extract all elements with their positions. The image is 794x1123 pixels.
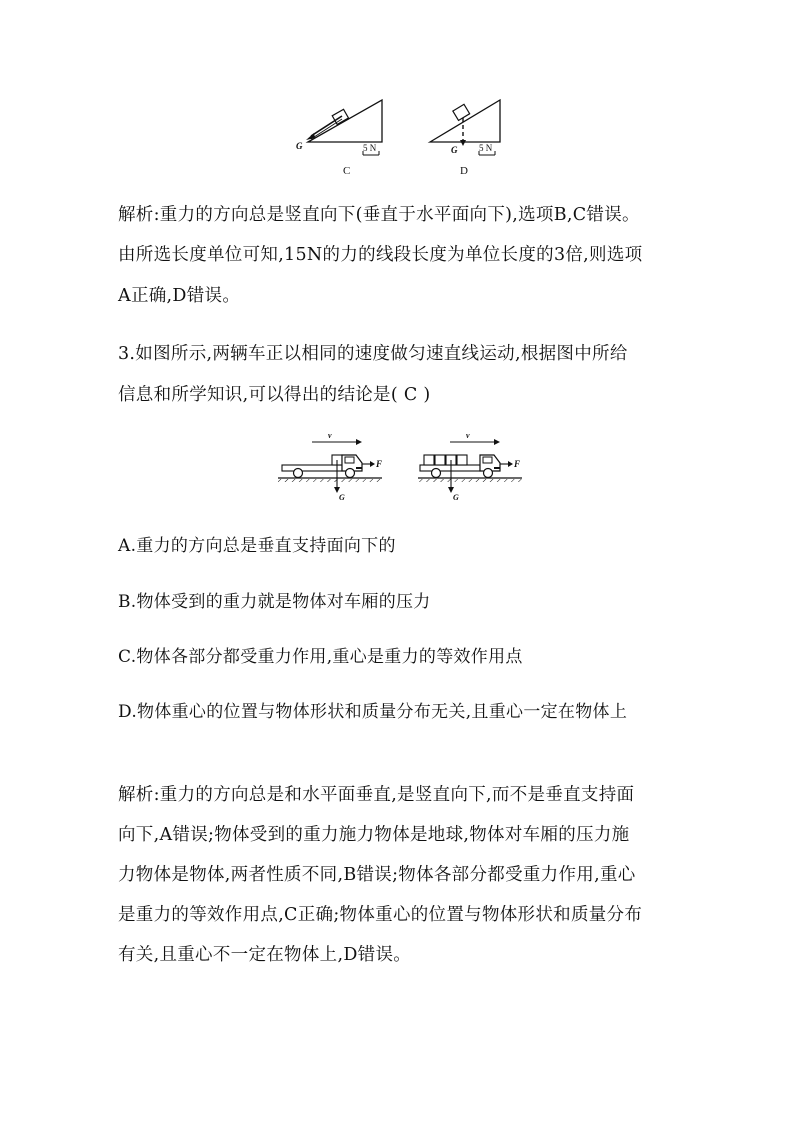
cargo-box xyxy=(435,455,445,465)
incline-diagram xyxy=(290,94,520,180)
g-label-right: G xyxy=(453,493,459,502)
truck-right xyxy=(418,431,522,502)
caption-d: D xyxy=(460,165,468,177)
choice-b: B.物体受到的重力就是物体对车厢的压力 xyxy=(118,592,431,612)
g-label-left: G xyxy=(339,493,345,502)
f-label-right: F xyxy=(514,459,521,469)
cargo-box xyxy=(457,455,467,465)
question-line-1: 3.如图所示,两辆车正以相同的速度做匀速直线运动,根据图中所给 xyxy=(118,344,628,364)
incline-figure xyxy=(290,94,520,180)
scale-label-c: 5 N xyxy=(363,143,377,153)
block-d xyxy=(453,104,470,120)
choice-d: D.物体重心的位置与物体形状和质量分布无关,且重心一定在物体上 xyxy=(118,702,628,722)
cargo-box xyxy=(424,455,434,465)
scale-label-d: 5 N xyxy=(479,143,493,153)
choice-a: A.重力的方向总是垂直支持面向下的 xyxy=(118,536,396,556)
analysis-line-1: 解析:重力的方向总是和水平面垂直,是竖直向下,而不是垂直支持面 xyxy=(118,785,635,805)
incline-c xyxy=(308,100,382,142)
analysis-line-3: 力物体是物体,两者性质不同,B错误;物体各部分都受重力作用,重心 xyxy=(118,865,636,885)
truck-left xyxy=(278,431,382,502)
analysis-prev-line-2: 由所选长度单位可知,15N的力的线段长度为单位长度的3倍,则选项 xyxy=(118,245,643,265)
v-label-left: v xyxy=(328,431,332,440)
analysis-line-5: 有关,且重心不一定在物体上,D错误。 xyxy=(118,945,412,965)
analysis-line-4: 是重力的等效作用点,C正确;物体重心的位置与物体形状和质量分布 xyxy=(118,905,643,925)
analysis-prev-line-3: A正确,D错误。 xyxy=(118,286,241,306)
analysis-line-2: 向下,A错误;物体受到的重力施力物体是地球,物体对车厢的压力施 xyxy=(118,825,630,845)
question-line-2: 信息和所学知识,可以得出的结论是( C ) xyxy=(118,385,431,405)
caption-c: C xyxy=(343,165,351,177)
analysis-prev-line-1: 解析:重力的方向总是竖直向下(垂直于水平面向下),选项B,C错误。 xyxy=(118,205,640,225)
v-label-right: v xyxy=(466,431,470,440)
g-label-c: G xyxy=(296,141,303,151)
trucks-figure xyxy=(276,427,526,509)
f-label-left: F xyxy=(376,459,383,469)
g-label-d: G xyxy=(451,145,458,155)
trucks-diagram xyxy=(276,427,526,509)
choice-c: C.物体各部分都受重力作用,重心是重力的等效作用点 xyxy=(118,647,523,667)
